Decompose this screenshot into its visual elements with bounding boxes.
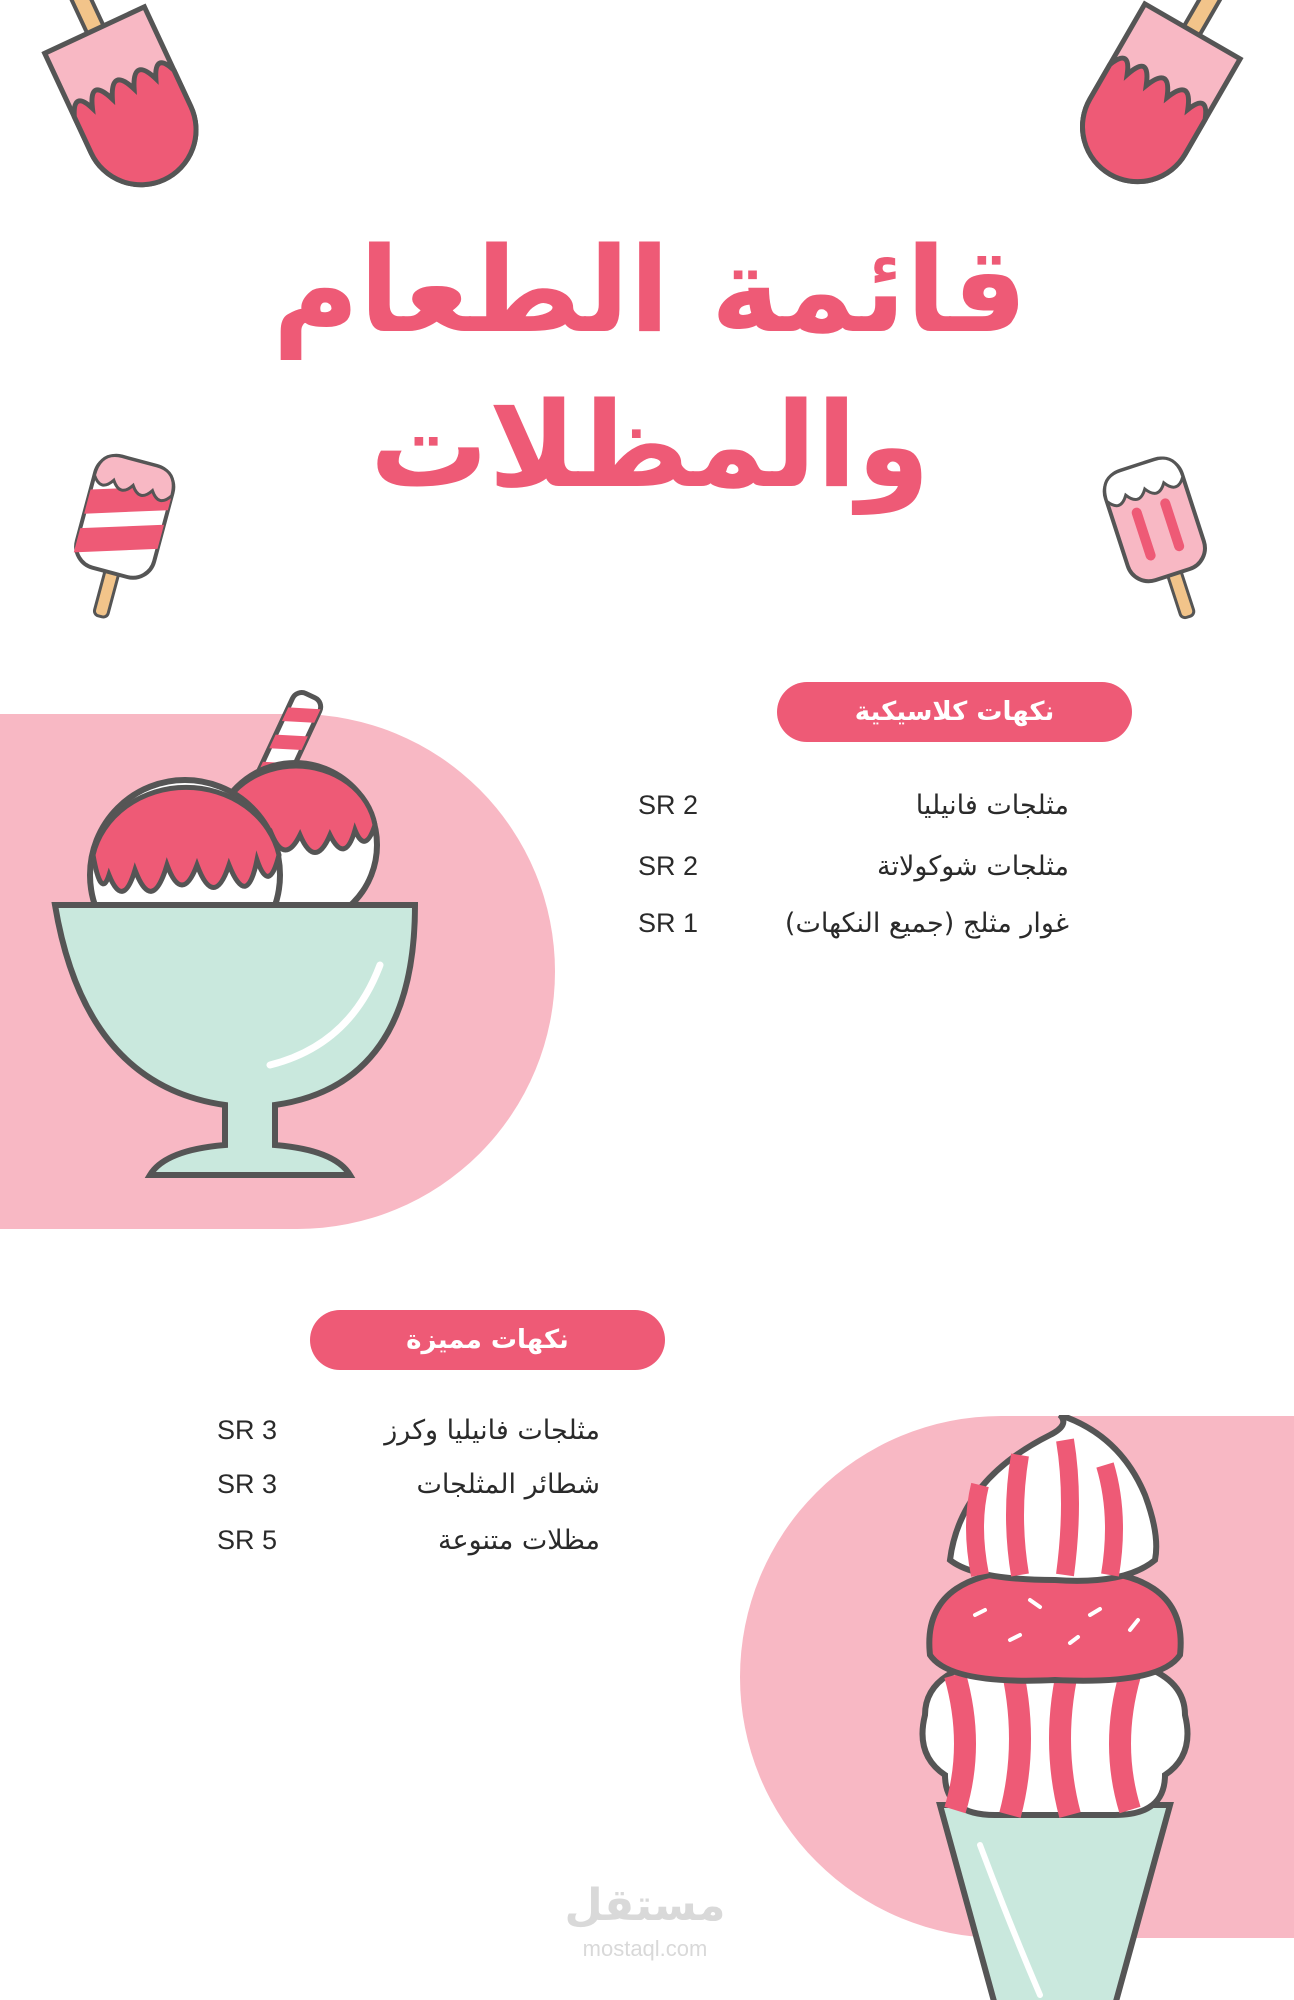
menu-item-name: شطائر المثلجات	[416, 1469, 600, 1500]
section-heading-classic: نكهات كلاسيكية	[777, 682, 1132, 742]
sundae-icon	[45, 690, 425, 1180]
watermark-logo: مستقل	[564, 1880, 726, 1931]
menu-item-price: SR 3	[217, 1415, 278, 1445]
menu-item-price: SR 3	[217, 1469, 278, 1499]
menu-item-name: مظلات متنوعة	[437, 1525, 600, 1556]
popsicle-icon	[55, 445, 195, 625]
popsicle-icon	[40, 0, 230, 210]
section-heading-premium: نكهات مميزة	[310, 1310, 665, 1370]
popsicle-icon	[1095, 445, 1235, 625]
menu-item-name: مثلجات فانيليا وكرز	[384, 1415, 600, 1446]
menu-item-price: SR 5	[217, 1525, 278, 1555]
menu-item-price: SR 1	[638, 908, 699, 938]
menu-title-line2: والمظلات	[369, 376, 931, 514]
ice-cream-cone-icon	[880, 1415, 1230, 2000]
watermark-domain: mostaql.com	[582, 1936, 708, 1961]
menu-item-price: SR 2	[638, 790, 699, 820]
menu-item-price: SR 2	[638, 851, 699, 881]
menu-item-name: مثلجات شوكولاتة	[877, 851, 1069, 882]
menu-item-name: مثلجات فانيليا	[915, 790, 1069, 821]
menu-item-name: غوار مثلج (جميع النكهات)	[784, 908, 1069, 939]
popsicle-icon	[1050, 0, 1250, 210]
menu-title-line1: قائمة الطعام	[272, 221, 1028, 359]
